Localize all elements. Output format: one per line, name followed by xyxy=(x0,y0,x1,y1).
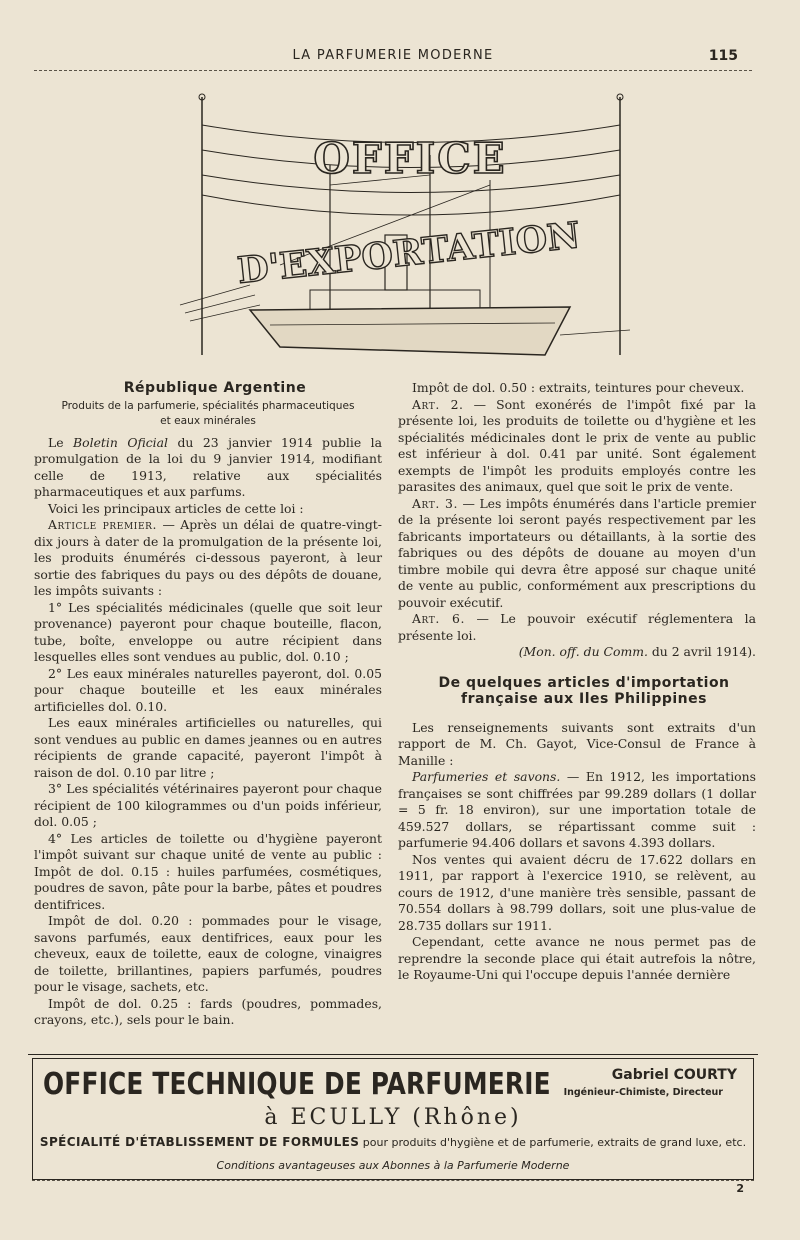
text-run: Le xyxy=(48,434,74,450)
text-run: du 23 janvier 1914 publie la promulgation de la loi du 9 janvier 1914, modifiant celle de 1913, relative aux spécialités pharmaceutiques et aux parfums. xyxy=(34,434,382,499)
paragraph: Impôt de dol. 0.25 : fards (poudres, pommades, crayons, etc.), sels pour le bain. xyxy=(34,995,382,1027)
paragraph: Les eaux minérales artificielles ou naturelles, qui sont vendues au public en dames jeannes ou en autres récipients de grande capacité, payeront l'impôt à raison de dol. 0.10 par litre ; xyxy=(34,715,382,780)
ad-director-role: Ingénieur-Chimiste, Directeur xyxy=(563,1087,723,1098)
article-label: Art. 2. xyxy=(412,396,464,412)
paragraph: 2° Les eaux minérales naturelles payeront, dol. 0.05 pour chaque bouteille et les eaux minérales artificielles dol. 0.10. xyxy=(34,665,382,714)
ship-hull xyxy=(250,307,570,355)
page-number: 115 xyxy=(708,48,738,64)
paragraph: Impôt de dol. 0.50 : extraits, teintures pour cheveux. xyxy=(412,380,745,395)
text-run: — En 1912, les importations françaises se sont chiffrées par 99.289 dollars (1 dollar = 5 fr. 18 environ), sur une importation totale de 459.527 dollars, se répartissant comme suit : parfumerie 94.406 dollars et savons 4.393 dollars. xyxy=(398,769,756,850)
ad-top-rule xyxy=(28,1054,758,1055)
text-run: — Après un délai de quatre-vingt-dix jours à dater de la promulgation de la présente loi, les produits énumérés ci-dessous payeront, à leur sortie des fabriques du pays ou des dépôts de douane, les impôts suivants : xyxy=(34,517,382,598)
section-title-philippines-1: De quelques articles d'importation xyxy=(438,674,730,691)
running-title: LA PARFUMERIE MODERNE xyxy=(292,48,494,63)
ad-location: à ECULLY (Rhône) xyxy=(264,1105,522,1130)
advertisement-box xyxy=(32,1058,754,1180)
ad-specialty-rest: pour produits d'hygiène et de parfumerie, extraits de grand luxe, etc. xyxy=(359,1136,747,1149)
header-rule xyxy=(34,70,752,71)
right-column xyxy=(398,380,756,984)
paragraph xyxy=(398,611,756,644)
illustration-title-1: OFFICE xyxy=(313,134,507,183)
text-run: — Sont exonérés de l'impôt fixé par la présente loi, les produits de toilette ou d'hygiène et les spécialités médicinales dont le prix de vente au public est inférieur à dol. 0.41 par unité. Sont également exempts de l'impôt les produits employés contre les parasites des animaux, quel que soit le prix de vente. xyxy=(398,396,756,494)
paragraph xyxy=(398,769,756,852)
ad-headline: OFFICE TECHNIQUE DE PARFUMERIE xyxy=(43,1067,551,1102)
article-label: Article premier. xyxy=(48,517,158,532)
paragraph: Voici les principaux articles de cette loi : xyxy=(48,500,304,516)
section-subtitle-argentine xyxy=(34,399,382,429)
article-label: Art. 6. xyxy=(412,611,465,626)
text-run: — Les impôts énumérés dans l'article premier de la présente loi seront payés respectivement par les fabricants importateurs ou détaillants, à la sortie des fabriques ou des dépôts de douane au moyen d'un timbre mobile qui devra être apposé sur chaque unité de vente au public, conformément aux prescriptions du pouvoir exécutif. xyxy=(398,495,757,610)
paragraph: 3° Les spécialités vétérinaires payeront pour chaque récipient de 100 kilogrammes ou d'un poids inférieur, dol. 0.05 ; xyxy=(34,781,382,829)
ad-specialty-bold: SPÉCIALITÉ D'ÉTABLISSEMENT DE FORMULES xyxy=(39,1135,360,1149)
text-run: du 2 avril 1914). xyxy=(647,644,756,659)
subheading-perfumes-soaps: Parfumeries et savons. xyxy=(412,769,561,784)
subtitle-line-2: et eaux minérales xyxy=(160,414,256,427)
paragraph: Nos ventes qui avaient décru de 17.622 dollars en 1911, par rapport à l'exercice 1910, se relèvent, au cours de 1912, d'une manière très sensible, passant de 70.554 dollars à 98.799 dollars, soit une plus-value de 28.735 dollars sur 1911. xyxy=(398,851,756,933)
paragraph: Les renseignements suivants sont extraits d'un rapport de M. Ch. Gayot, Vice-Consul de France à Manille : xyxy=(398,719,756,768)
article-label: Art. 3. xyxy=(412,495,459,511)
source-citation xyxy=(398,644,756,661)
illustration-title-2: D'EXPORTATION xyxy=(235,214,583,292)
subtitle-line-1: Produits de la parfumerie, spécialités pharmaceutiques xyxy=(61,399,355,412)
section-title-philippines-2: française aux Iles Philippines xyxy=(461,691,707,707)
ad-specialty xyxy=(39,1135,747,1149)
ad-conditions: Conditions avantageuses aux Abonnes à la Parfumerie Moderne xyxy=(216,1159,570,1172)
paragraph xyxy=(34,435,382,501)
section-title-argentine: République Argentine xyxy=(123,380,307,396)
paragraph: Impôt de dol. 0.20 : pommades pour le visage, savons parfumés, eaux dentifrices, eaux pour les cheveux, eaux de toilette, eaux de cologne, vinaigres de toilette, brillantines, papiers parfumés, poudres pour le visage, sachets, etc. xyxy=(34,913,382,994)
footer-rule xyxy=(32,1180,754,1181)
text-run: — Le pouvoir exécutif réglementera la présente loi. xyxy=(398,611,756,643)
left-column xyxy=(34,380,382,1029)
source-title: (Mon. off. du Comm. xyxy=(518,644,648,659)
ad-director-name: Gabriel COURTY xyxy=(611,1067,737,1083)
page-header xyxy=(34,44,752,72)
paragraph: 1° Les spécialités médicinales (quelle que soit leur provenance) payeront pour chaque bouteille, flacon, tube, boîte, enveloppe ou autre récipient dans lesquelles elles sont vendues au public, dol. 0.10 ; xyxy=(34,599,382,664)
boletin-oficial-title: Boletin Oficial xyxy=(73,434,168,450)
paragraph xyxy=(398,397,756,496)
signature-mark: 2 xyxy=(736,1182,744,1195)
paragraph xyxy=(398,496,756,612)
paragraph xyxy=(34,517,382,600)
paragraph: Cependant, cette avance ne nous permet pas de reprendre la seconde place qui était autrefois la nôtre, le Royaume-Uni qui l'occupe depuis l'année dernière xyxy=(398,934,756,982)
paragraph: 4° Les articles de toilette ou d'hygiène payeront l'impôt suivant sur chaque unité de vente au public : Impôt de dol. 0.15 : huiles parfumées, cosmétiques, poudres de savon, pâte pour la barbe, pâtes et poudres dentifrices. xyxy=(34,830,382,912)
export-office-illustration xyxy=(160,85,660,370)
